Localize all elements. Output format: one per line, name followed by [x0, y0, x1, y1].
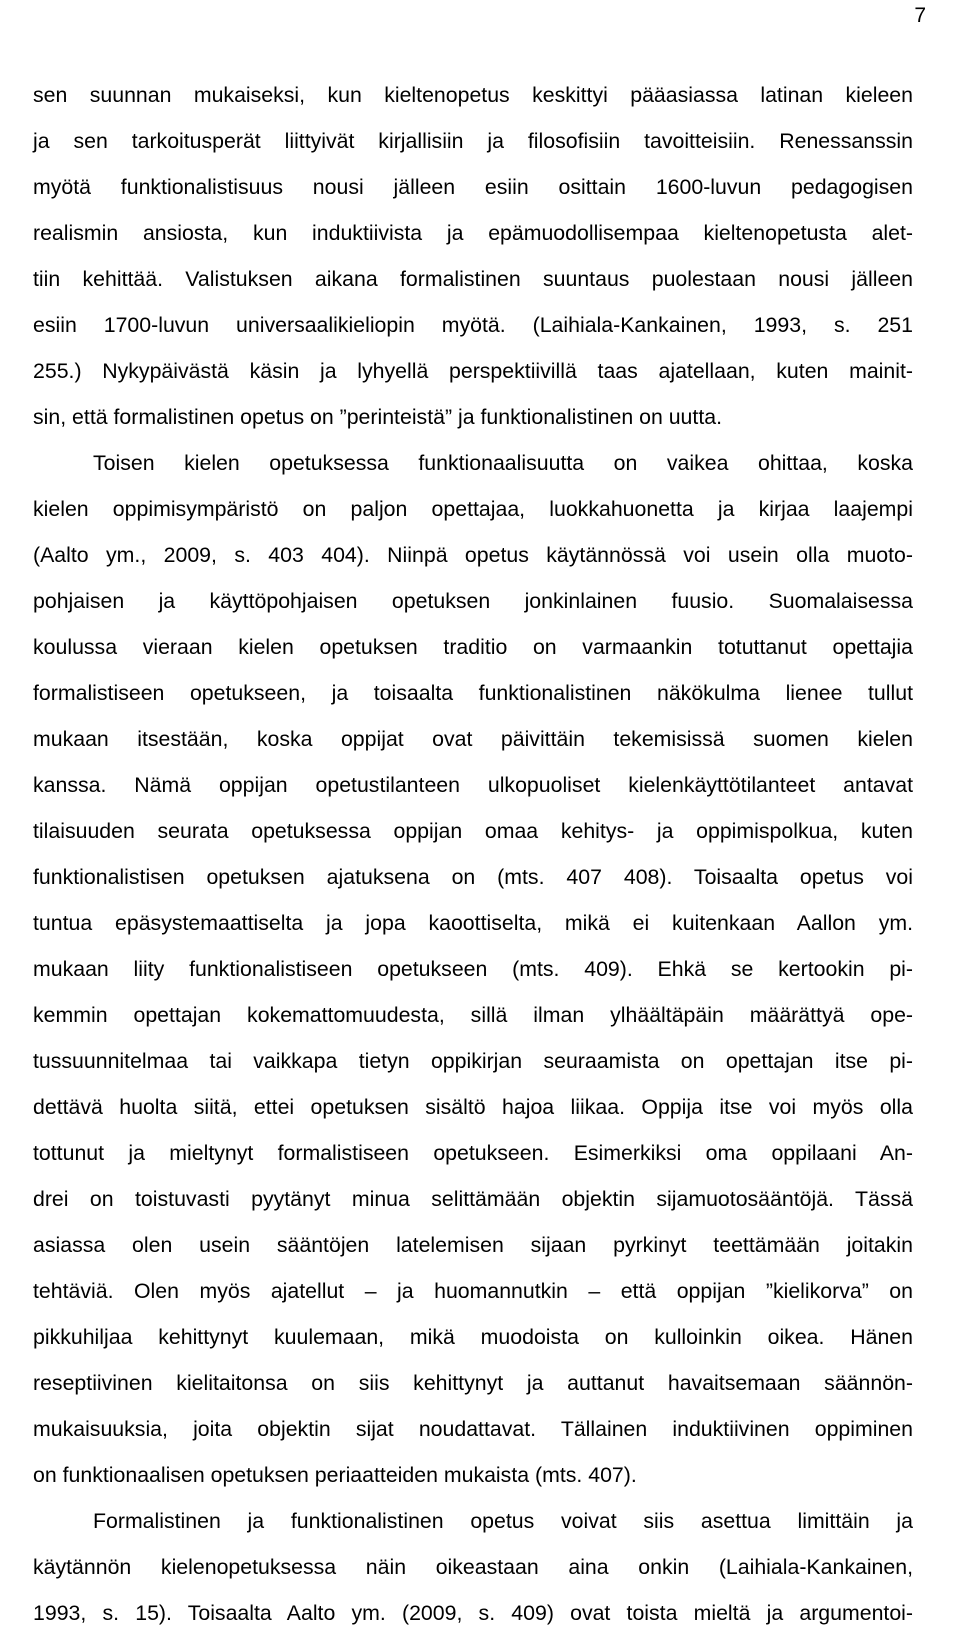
text-line: kemmin opettajan kokemattomuudesta, sillä ilman ylhäältäpäin määrättyä ope-	[33, 1003, 913, 1027]
text-line: kanssa. Nämä oppijan opetustilanteen ulkopuoliset kielenkäyttötilanteet antavat	[33, 773, 913, 797]
text-line: reseptiivinen kielitaitonsa on siis kehittynyt ja auttanut havaitsemaan säännön-	[33, 1371, 913, 1395]
text-line: (Aalto ym., 2009, s. 403 404). Niinpä opetus käytännössä voi usein olla muoto-	[33, 543, 913, 567]
text-line: tehtäviä. Olen myös ajatellut – ja huomannutkin – että oppijan ”kielikorva” on	[33, 1279, 913, 1303]
text-line: tuntua epäsystemaattiselta ja jopa kaoottiselta, mikä ei kuitenkaan Aallon ym.	[33, 911, 913, 935]
text-line: 255.) Nykypäivästä käsin ja lyhyellä perspektiivillä taas ajatellaan, kuten mainit-	[33, 359, 913, 383]
text-line: formalistiseen opetukseen, ja toisaalta funktionalistinen näkökulma lienee tullut	[33, 681, 913, 705]
text-line: drei on toistuvasti pyytänyt minua selittämään objektin sijamuotosääntöjä. Tässä	[33, 1187, 913, 1211]
text-line: realismin ansiosta, kun induktiivista ja epämuodollisempaa kieltenopetusta alet-	[33, 221, 913, 245]
text-line: sen suunnan mukaiseksi, kun kieltenopetus keskittyi pääasiassa latinan kieleen	[33, 83, 913, 107]
text-line: käytännön kielenopetuksessa näin oikeastaan aina onkin (Laihiala-Kankainen,	[33, 1555, 913, 1579]
text-line: tottunut ja mieltynyt formalistiseen opetukseen. Esimerkiksi oma oppilaani An-	[33, 1141, 913, 1165]
text-line: mukaisuuksia, joita objektin sijat noudattavat. Tällainen induktiivinen oppiminen	[33, 1417, 913, 1441]
text-line: mukaan liity funktionalistiseen opetukseen (mts. 409). Ehkä se kertookin pi-	[33, 957, 913, 981]
text-line: tiin kehittää. Valistuksen aikana formalistinen suuntaus puolestaan nousi jälleen	[33, 267, 913, 291]
text-line: koulussa vieraan kielen opetuksen traditio on varmaankin totuttanut opettajia	[33, 635, 913, 659]
text-line: pohjaisen ja käyttöpohjaisen opetuksen jonkinlainen fuusio. Suomalaisessa	[33, 589, 913, 613]
text-line: asiassa olen usein sääntöjen latelemisen sijaan pyrkinyt teettämään joitakin	[33, 1233, 913, 1257]
text-line: mukaan itsestään, koska oppijat ovat päivittäin tekemisissä suomen kielen	[33, 727, 913, 751]
text-line: tussuunnitelmaa tai vaikkapa tietyn oppikirjan seuraamista on opettajan itse pi-	[33, 1049, 913, 1073]
text-line: kielen oppimisympäristö on paljon opettajaa, luokkahuonetta ja kirjaa laajempi	[33, 497, 913, 521]
text-line: pikkuhiljaa kehittynyt kuulemaan, mikä muodoista on kulloinkin oikea. Hänen	[33, 1325, 913, 1349]
paragraph-end-line: sin, että formalistinen opetus on ”perinteistä” ja funktionalistinen on uutta.	[33, 405, 722, 429]
text-line: funktionalistisen opetuksen ajatuksena on (mts. 407 408). Toisaalta opetus voi	[33, 865, 913, 889]
page-number: 7	[914, 4, 926, 27]
text-line: tilaisuuden seurata opetuksessa oppijan omaa kehitys- ja oppimispolkua, kuten	[33, 819, 913, 843]
paragraph-end-line: on funktionaalisen opetuksen periaatteiden mukaista (mts. 407).	[33, 1463, 637, 1487]
text-line: myötä funktionalistisuus nousi jälleen esiin osittain 1600-luvun pedagogisen	[33, 175, 913, 199]
paragraph-start-line: Formalistinen ja funktionalistinen opetus voivat siis asettua limittäin ja	[93, 1509, 913, 1533]
text-line: dettävä huolta siitä, ettei opetuksen sisältö hajoa liikaa. Oppija itse voi myös olla	[33, 1095, 913, 1119]
text-line: ja sen tarkoitusperät liittyivät kirjallisiin ja filosofisiin tavoitteisiin. Renessanssin	[33, 129, 913, 153]
text-line: 1993, s. 15). Toisaalta Aalto ym. (2009, s. 409) ovat toista mieltä ja argumentoi-	[33, 1601, 913, 1625]
body-text	[33, 72, 913, 1636]
paragraph-start-line: Toisen kielen opetuksessa funktionaalisuutta on vaikea ohittaa, koska	[93, 451, 913, 475]
text-line: esiin 1700-luvun universaalikieliopin myötä. (Laihiala-Kankainen, 1993, s. 251	[33, 313, 913, 337]
